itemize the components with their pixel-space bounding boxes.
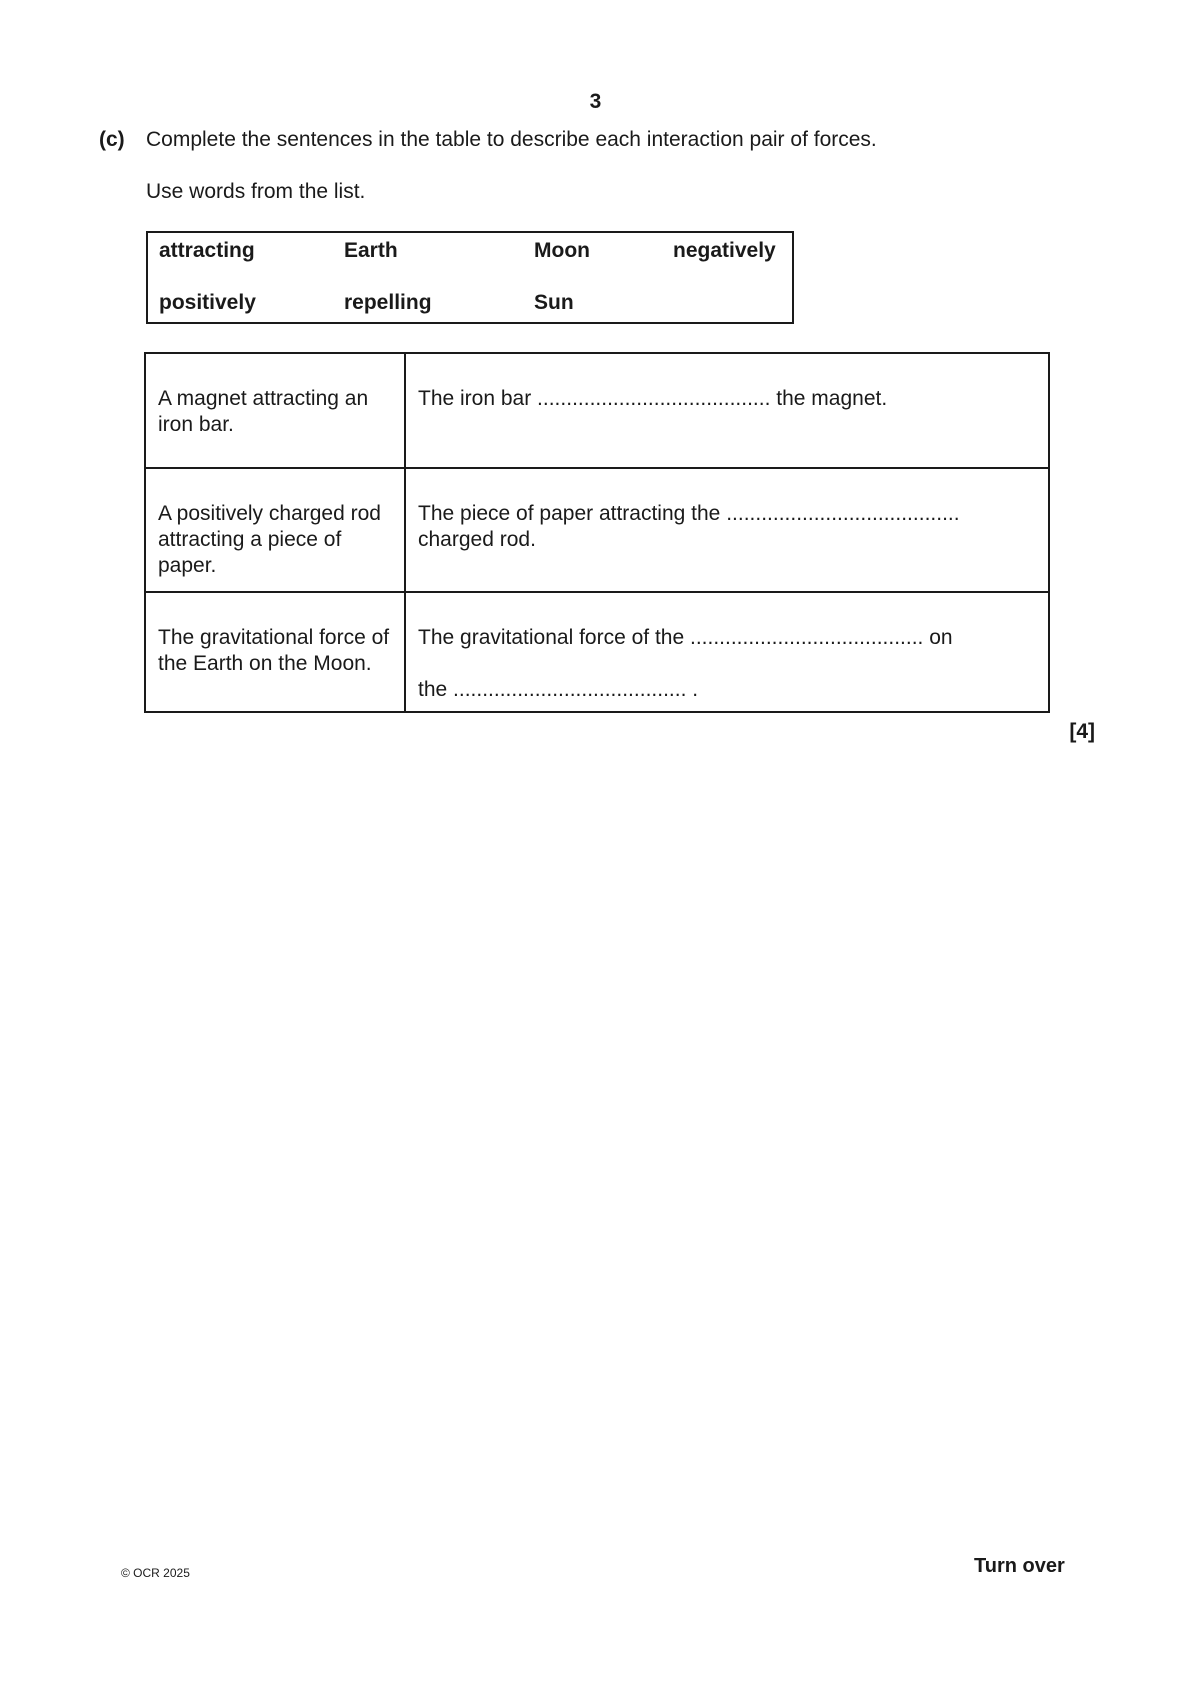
- interaction-description: The gravitational force of the Earth on the Moon.: [145, 592, 405, 712]
- table-row: [145, 353, 1049, 468]
- word-list-item: repelling: [344, 291, 432, 314]
- word-list-item: Moon: [534, 239, 590, 262]
- question-instruction: Use words from the list.: [146, 180, 366, 203]
- answer-sentence[interactable]: [405, 353, 1049, 468]
- interaction-description: A magnet attracting an iron bar.: [145, 353, 405, 468]
- sentence-text: The piece of paper attracting the ........................................ charged rod.: [418, 502, 960, 551]
- word-list-item: Sun: [534, 291, 574, 314]
- interaction-pairs-table: [144, 352, 1050, 713]
- word-list-item: attracting: [159, 239, 255, 262]
- question-text: Complete the sentences in the table to describe each interaction pair of forces.: [146, 128, 877, 151]
- word-list-item: negatively: [673, 239, 776, 262]
- sentence-text: The iron bar ........................................ the magnet.: [418, 387, 888, 410]
- interaction-description: A positively charged rod attracting a piece of paper.: [145, 468, 405, 592]
- turn-over-label: Turn over: [974, 1555, 1065, 1577]
- word-list-item: positively: [159, 291, 256, 314]
- copyright-notice: © OCR 2025: [121, 1566, 190, 1580]
- question-part-label: (c): [99, 128, 125, 151]
- table-row: [145, 592, 1049, 712]
- word-list-box: [146, 231, 794, 324]
- page-number: 3: [589, 90, 602, 113]
- answer-sentence[interactable]: [405, 468, 1049, 592]
- word-list-item: Earth: [344, 239, 398, 262]
- answer-sentence[interactable]: [405, 592, 1049, 712]
- table-row: [145, 468, 1049, 592]
- marks-total: [4]: [1069, 720, 1095, 743]
- sentence-text: The gravitational force of the ........................................ on: [418, 626, 953, 649]
- sentence-text-line-2: the ........................................ .: [418, 678, 699, 701]
